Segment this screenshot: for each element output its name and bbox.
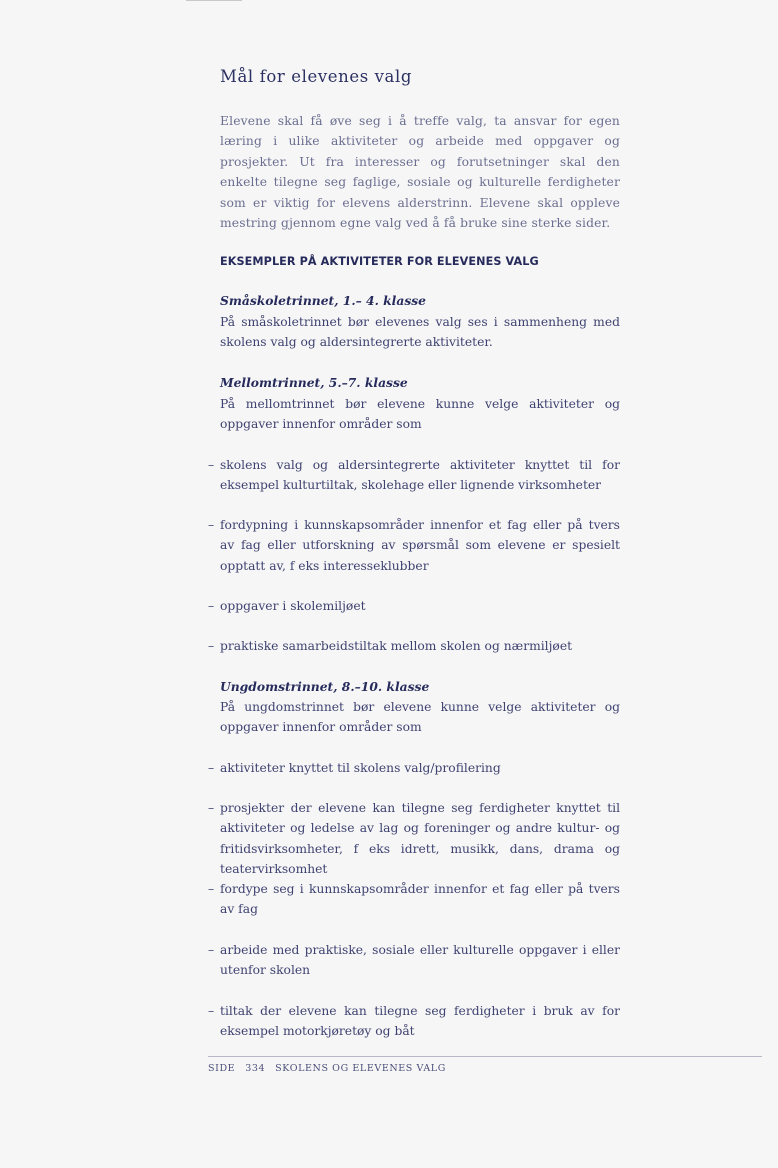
top-edge-line <box>186 0 242 1</box>
footer-side-label: SIDE <box>208 1063 236 1074</box>
list-item <box>208 636 620 656</box>
list-item-text: arbeide med praktiske, sosiale eller kulturelle oppgaver i eller utenfor skolen <box>220 943 620 978</box>
list-item <box>208 758 620 778</box>
list-item-text: skolens valg og aldersintegrerte aktiviteter knyttet til for eksempel kulturtiltak, skolehage eller lignende virksomheter <box>220 458 620 493</box>
list-item-text: fordype seg i kunnskapsområder innenfor et fag eller på tvers av fag <box>220 882 620 917</box>
stage-text-mellomtrinn: På mellomtrinnet bør elevene kunne velge aktiviteter og oppgaver innenfor områder som <box>220 397 620 432</box>
footer-section-title: SKOLENS OG ELEVENES VALG <box>275 1063 446 1074</box>
list-item <box>208 798 620 879</box>
footer-divider <box>208 1056 762 1057</box>
list-item-text: prosjekter der elevene kan tilegne seg ferdigheter knyttet til aktiviteter og ledelse av lag og foreninger og andre kultur- og fritidsvirksomheter, f eks idrett, musikk, dans, drama og teatervirksomhet <box>220 801 620 876</box>
bullet-dash: – <box>208 458 215 472</box>
list-item-text: oppgaver i skolemiljøet <box>220 599 366 613</box>
list-item-text: tiltak der elevene kan tilegne seg ferdigheter i bruk av for eksempel motorkjøretøy og båt <box>220 1004 620 1039</box>
page-title: Mål for elevenes valg <box>220 67 413 86</box>
section-heading: EKSEMPLER PÅ AKTIVITETER FOR ELEVENES VALG <box>220 255 539 268</box>
list-item <box>208 879 620 920</box>
bullet-dash: – <box>208 1004 215 1018</box>
list-item <box>208 455 620 496</box>
list-item-text: fordypning i kunnskapsområder innenfor et fag eller på tvers av fag eller utforskning av spørsmål som elevene er spesielt opptatt av, f eks interesseklubber <box>220 518 620 573</box>
stage-title-smaskole: Småskoletrinnet, 1.– 4. klasse <box>220 293 426 308</box>
page-footer <box>208 1062 608 1076</box>
bullet-dash: – <box>208 599 215 613</box>
stage-text-smaskole: På småskoletrinnet bør elevenes valg ses i sammenheng med skolens valg og aldersintegrerte aktiviteter. <box>220 315 620 350</box>
stage-title-ungdomstrinn: Ungdomstrinnet, 8.–10. klasse <box>220 679 430 694</box>
stage-text-ungdomstrinn: På ungdomstrinnet bør elevene kunne velge aktiviteter og oppgaver innenfor områder som <box>220 700 620 735</box>
bullet-dash: – <box>208 801 215 815</box>
bullet-dash: – <box>208 761 215 775</box>
list-item <box>208 515 620 576</box>
footer-page-number: 334 <box>245 1063 266 1074</box>
intro-paragraph: Elevene skal få øve seg i å treffe valg, ta ansvar for egen læring i ulike aktiviteter og arbeide med oppgaver og prosjekter. Ut fra interesser og forutsetninger skal den enkelte tilegne seg faglige, sosiale og kulturelle ferdigheter som er viktig for elevens alderstrinn. Elevene skal oppleve mestring gjennom egne valg ved å få bruke sine sterke sider. <box>220 114 620 231</box>
list-item <box>208 1001 620 1042</box>
stage-title-mellomtrinn: Mellomtrinnet, 5.–7. klasse <box>220 375 408 390</box>
list-item-text: aktiviteter knyttet til skolens valg/profilering <box>220 761 501 775</box>
list-item <box>208 596 620 616</box>
list-item-text: praktiske samarbeidstiltak mellom skolen og nærmiljøet <box>220 639 573 653</box>
bullet-dash: – <box>208 518 215 532</box>
bullet-dash: – <box>208 639 215 653</box>
list-item <box>208 940 620 981</box>
bullet-dash: – <box>208 882 215 896</box>
bullet-dash: – <box>208 943 215 957</box>
